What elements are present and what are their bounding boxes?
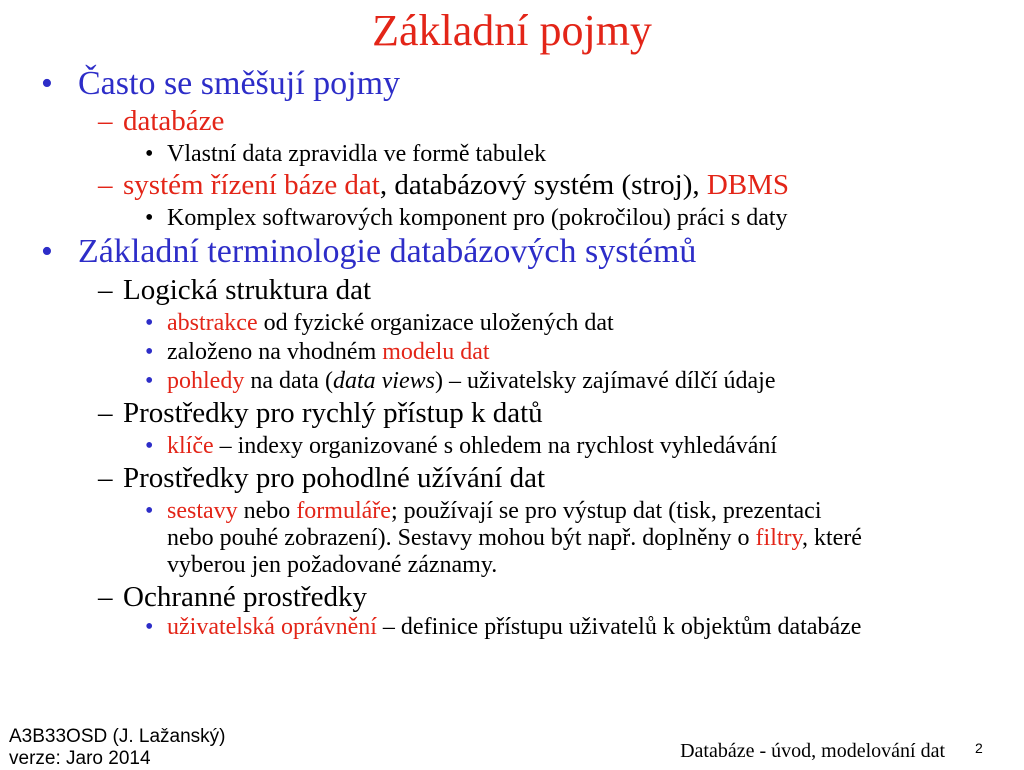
sub-item-text: systém řízení báze dat, databázový systém (stroj), DBMS (123, 169, 790, 201)
bullet-text: Často se směšují pojmy (78, 65, 401, 102)
sub-item-text: databáze (123, 105, 225, 137)
footer-lecture-title: Databáze - úvod, modelování dat (680, 740, 945, 762)
version-line: verze: Jaro 2014 (9, 748, 151, 769)
bullet-icon: • (41, 233, 53, 270)
page-number: 2 (975, 740, 983, 756)
slide-title: Základní pojmy (372, 6, 652, 55)
bullet-icon: • (145, 339, 154, 365)
bullet-icon: • (145, 614, 154, 640)
detail-text: klíče – indexy organizované s ohledem na rychlost vyhledávání (167, 433, 778, 459)
sub-item-text: Logická struktura dat (123, 274, 372, 306)
dash-icon: – (98, 274, 113, 306)
detail-text: abstrakce od fyzické organizace uložených dat (167, 310, 614, 336)
dash-icon: – (98, 462, 113, 494)
detail-text: pohledy na data (data views) – uživatelsky zajímavé dílčí údaje (167, 368, 776, 394)
detail-text: sestavy nebo formuláře; používají se pro výstup dat (tisk, prezentaci (167, 498, 822, 524)
detail-text: vyberou jen požadované záznamy. (167, 552, 498, 578)
bullet-text: Základní terminologie databázových systémů (78, 233, 697, 270)
dash-icon: – (98, 397, 113, 429)
footer-author (9, 726, 225, 770)
bullet-icon: • (145, 498, 154, 524)
detail-text: Komplex softwarových komponent pro (pokročilou) práci s daty (167, 205, 788, 231)
bullet-icon: • (145, 433, 154, 459)
bullet-icon: • (145, 368, 154, 394)
detail-text: založeno na vhodném modelu dat (167, 339, 490, 365)
detail-text: nebo pouhé zobrazení). Sestavy mohou být např. doplněny o filtry, které (167, 525, 862, 551)
sub-item-text: Prostředky pro pohodlné užívání dat (123, 462, 546, 494)
bullet-icon: • (145, 141, 154, 167)
sub-item-text: Ochranné prostředky (123, 581, 367, 613)
bullet-icon: • (145, 205, 154, 231)
dash-icon: – (98, 581, 113, 613)
detail-text: uživatelská oprávnění – definice přístupu uživatelů k objektům databáze (167, 614, 862, 640)
bullet-icon: • (41, 65, 53, 102)
bullet-icon: • (145, 310, 154, 336)
course-line: A3B33OSD (J. Lažanský) (9, 726, 226, 747)
sub-item-text: Prostředky pro rychlý přístup k datů (123, 397, 543, 429)
dash-icon: – (98, 105, 113, 137)
detail-text: Vlastní data zpravidla ve formě tabulek (167, 141, 547, 167)
dash-icon: – (98, 169, 113, 201)
